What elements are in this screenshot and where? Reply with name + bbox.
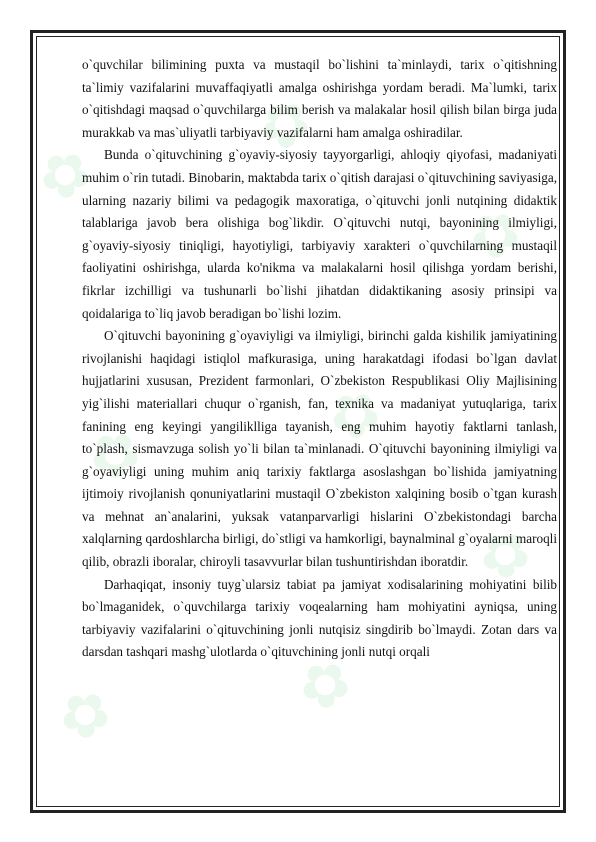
paragraph-4: Darhaqiqat, insoniy tuyg`ularsiz tabiat pa jamiyat xodisalarining mohiyatini bilib bo`lmaganidek, o`quvchilarga tarixiy voqealarning ham mohiyatini ayniqsa, uning tarbiyaviy vazifalarini o`qituvchining jonli nutqisiz singdirib bo`lmaydi. Zotan dars va darsdan tashqari mashg`ulotlarda o`qituvchining jonli nutqi orqali — [82, 576, 557, 660]
watermark-glyph: ✿ — [463, 512, 547, 598]
watermark-glyph: ✿ — [43, 672, 127, 758]
watermark-glyph: ✿ — [23, 132, 107, 218]
paragraph-3: O`qituvchi bayonining g`oyaviyligi va ilmiyligi, birinchi galda kishilik jamiyatining rivojlanishi haqidagi istiqlol mafkurasiga, uning harakatdagi ifodasi bo`lgan davlat hujjatlarini xususan, Prezident farmonlari, O`zbekiston Respublikasi Oliy Majlisining yig`ilishi materiallari chuqur o`rganish, fan, texnika va madaniyat yutuqlariga, tarix fanining eng keyingi yangiliklliga tayanish, eng muhim hayotiy faktlarni tanlash, to`plash, sismavzuga solish yo`li bilan ta`minlanadi. O`qituvchi bayonining ilmiyligi va g`oyaviyligi uning muhim aniq tarixiy faktlarga asoslashgan bo`lishida jamiyatning ijtimoiy rivojlanish qonuniyatlarini mustaqil O`zbekiston xalqining bosib o`tgan kurash va mehnat an`analarini, yuksak vatanparvarligi hislarini O`zbekistondagi barcha xalqlarning qardoshlarcha birligi, do`stligi va hamkorligi, baynalminal g`oyalarni maroqli qilib, obrazli iboralar, chiroyli tasavvurlar bilan tushuntirishdan iboratdir. — [82, 328, 557, 570]
watermark-glyph: ✿ — [243, 82, 327, 168]
watermark-glyph: ✿ — [283, 642, 367, 728]
paragraph-2: Bunda o`qituvchining g`oyaviy-siyosiy tayyorgarligi, ahloqiy qiyofasi, madaniyati muhim o`rin tutadi. Binobarin, maktabda tarix o`qitish darajasi o`qituvchining saviyasiga, ularning nazariy bilimi va pedagogik maxoratiga, o`qituvchi jonli nutqining didaktik talablariga javob bera olishiga bog`likdir. O`qituvchi nutqi, bayonining ilmiyligi, g`oyaviy-siyosiy tiniqligi, hayotiyligi, tarbiyaviy xarakteri o`quvchilarning mustaqil faoliyatini oshirishga, ularda ko'nikma va malakalarni hosil qilishga yordam berishi, fikrlar izchilligi va tushunarli bo`lishi jihatdan didaktikaning asosiy prinsipi va qoidalariga to`liq javob beradigan bo`lishi lozim. — [82, 147, 557, 321]
watermark-glyph: ✿ — [313, 372, 397, 458]
watermark-glyph: ✿ — [73, 412, 157, 498]
watermark-glyph: ✿ — [453, 192, 537, 278]
document-body — [82, 54, 557, 664]
paragraph-1: o`quvchilar bilimining puxta va mustaqil bo`lishini ta`minlaydi, tarix o`qitishning ta`limiy vazifalarini muvaffaqiyatli amalga oshirishga yordam beradi. Ma`lumki, tarix o`qitishdagi maqsad o`quvchilarga bilim berish va malakalar hosil qilish bilan birga juda murakkab va mas`uliyatli tarbiyaviy vazifalarni ham amalga oshiradilar. — [82, 57, 557, 140]
